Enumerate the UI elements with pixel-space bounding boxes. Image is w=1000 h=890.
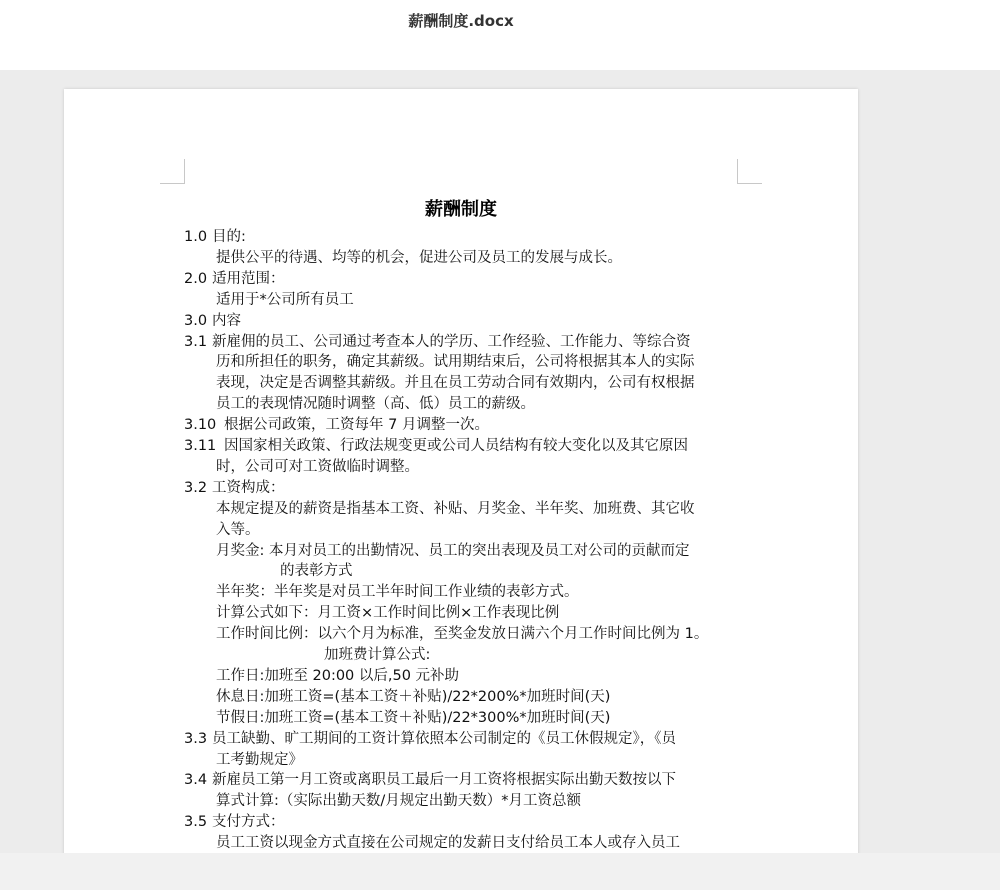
section-number: 3.4 — [184, 772, 208, 789]
paragraph-line: 算式计算:（实际出勤天数/月规定出勤天数）*月工资总额 — [216, 793, 582, 810]
section-number: 3.2 — [184, 479, 208, 496]
document-page[interactable] — [64, 89, 858, 889]
paragraph-line: 半年奖：半年奖是对员工半年时间工作业绩的表彰方式。 — [216, 584, 579, 601]
paragraph-line: 的表彰方式 — [280, 563, 353, 580]
paragraph-line: 工考勤规定》 — [216, 751, 303, 768]
section-heading-line: 目的: — [212, 229, 246, 245]
section-number: 3.0 — [184, 312, 208, 329]
section-number: 3.3 — [184, 730, 208, 747]
paragraph-line: 计算公式如下：月工资×工作时间比例×工作表现比例 — [216, 605, 560, 622]
paragraph-line: 表现，决定是否调整其薪级。并且在员工劳动合同有效期内，公司有权根据 — [216, 375, 695, 392]
margin-corner-top-left — [160, 159, 185, 184]
paragraph-line: 适用于*公司所有员工 — [216, 291, 354, 308]
section-heading-line: 适用范围： — [212, 270, 285, 287]
section-heading-line: 支付方式： — [212, 814, 285, 831]
paragraph-line: 历和所担任的职务，确定其薪级。试用期结束后，公司将根据其本人的实际 — [216, 354, 695, 371]
paragraph-line: 工作时间比例：以六个月为标准，至奖金发放日满六个月工作时间比例为 1。 — [216, 626, 709, 643]
paragraph-line: 员工的表现情况随时调整（高、低）员工的薪级。 — [216, 396, 535, 413]
document-heading: 薪酬制度 — [425, 199, 497, 220]
paragraph-line: 工作日:加班至 20:00 以后,50 元补助 — [216, 667, 460, 684]
section-heading-line: 新雇员工第一月工资或离职员工最后一月工资将根据实际出勤天数按以下 — [212, 772, 676, 789]
document-canvas[interactable] — [0, 70, 1000, 890]
paragraph-line: 月奖金: 本月对员工的出勤情况、员工的突出表现及员工对公司的贡献而定 — [216, 542, 690, 559]
paragraph-line: 本规定提及的薪资是指基本工资、补贴、月奖金、半年奖、加班费、其它收 — [216, 500, 695, 517]
section-heading-line: 因国家相关政策、行政法规变更或公司人员结构有较大变化以及其它原因 — [224, 438, 688, 454]
section-number: 3.10 — [184, 417, 217, 434]
document-file-title: 薪酬制度.docx — [408, 12, 514, 30]
paragraph-line: 加班费计算公式: — [324, 647, 431, 663]
paragraph-line: 休息日:加班工资=(基本工资＋补贴)/22*200%*加班时间(天) — [216, 688, 611, 705]
section-heading-line: 根据公司政策，工资每年 7 月调整一次。 — [224, 417, 489, 434]
section-heading-line: 内容 — [212, 312, 241, 329]
section-number: 1.0 — [184, 229, 208, 245]
section-heading-line: 工资构成： — [212, 479, 285, 496]
section-number: 3.11 — [184, 438, 217, 454]
paragraph-line: 员工工资以现金方式直接在公司规定的发薪日支付给员工本人或存入员工 — [216, 835, 680, 852]
paragraph-line: 时，公司可对工资做临时调整。 — [216, 458, 419, 475]
paragraph-line: 入等。 — [216, 521, 260, 538]
section-heading-line: 员工缺勤、旷工期间的工资计算依照本公司制定的《员工休假规定》，《员 — [212, 730, 676, 747]
margin-corner-top-right — [737, 159, 762, 184]
status-bar — [0, 853, 1000, 890]
section-heading-line: 新雇佣的员工、公司通过考查本人的学历、工作经验、工作能力、等综合资 — [212, 333, 691, 350]
section-number: 3.5 — [184, 814, 208, 831]
paragraph-line: 节假日:加班工资=(基本工资＋补贴)/22*300%*加班时间(天) — [216, 709, 611, 726]
title-bar — [0, 0, 1000, 70]
section-number: 2.0 — [184, 270, 208, 287]
section-number: 3.1 — [184, 333, 208, 350]
paragraph-line: 提供公平的待遇、均等的机会，促进公司及员工的发展与成长。 — [216, 249, 622, 266]
